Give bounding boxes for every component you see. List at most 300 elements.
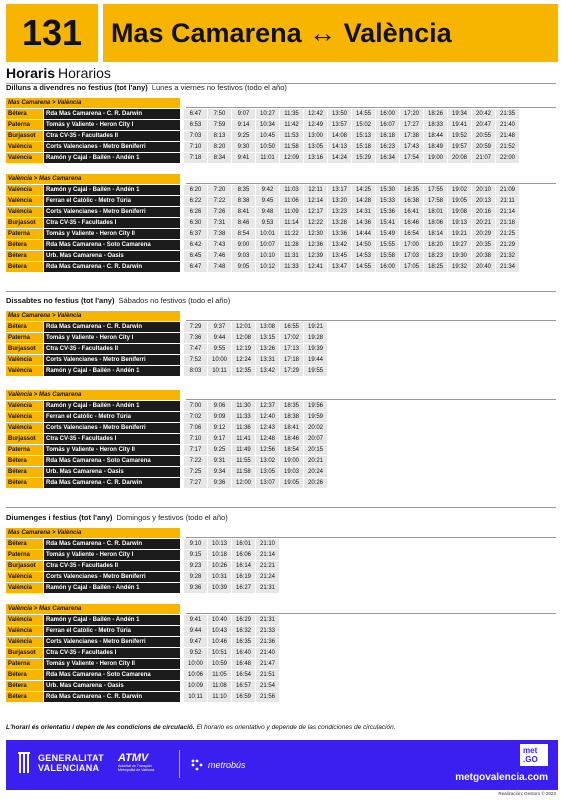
time-cell: 21:31 [256, 615, 279, 625]
table-row [6, 539, 280, 549]
time-cell: 16:57 [232, 681, 255, 691]
time-cell: 12:39 [304, 251, 327, 261]
time-cell: 6:20 [184, 185, 207, 195]
time-cell: 8:41 [232, 207, 255, 217]
times-group [184, 550, 280, 560]
time-cell: 13:16 [304, 153, 327, 163]
time-cell: 13:02 [256, 456, 279, 466]
time-cell: 16:34 [376, 153, 399, 163]
time-cell: 12:08 [232, 333, 255, 343]
time-cell: 17:20 [400, 109, 423, 119]
time-cell: 10:18 [208, 550, 231, 560]
time-cell: 7:38 [208, 229, 231, 239]
stop-cell: Ctra CV-35 - Facultades I [44, 218, 180, 228]
table-row [6, 251, 520, 261]
city-cell: València [6, 185, 43, 195]
time-cell: 7:43 [208, 240, 231, 250]
time-cell: 16:00 [376, 262, 399, 272]
time-cell: 9:36 [184, 583, 207, 593]
table-row [6, 185, 520, 195]
time-cell: 10:31 [208, 572, 231, 582]
time-cell: 7:10 [184, 142, 207, 152]
table-row [6, 445, 328, 455]
city-cell: València [6, 572, 43, 582]
time-cell: 16:07 [376, 120, 399, 130]
time-cell: 13:36 [328, 229, 351, 239]
time-cell: 18:46 [280, 434, 303, 444]
time-cell: 16:18 [376, 131, 399, 141]
city-cell: València [6, 153, 43, 163]
time-cell: 19:52 [448, 131, 471, 141]
time-cell: 11:49 [232, 445, 255, 455]
times-group [184, 229, 520, 239]
section-title-es: Domingos y festivos (todo el año) [116, 513, 228, 522]
city-cell: Bétera [6, 539, 43, 549]
stop-cell: Rda Mas Camarena - C. R. Darwin [44, 322, 180, 332]
time-cell: 13:42 [256, 366, 279, 376]
time-cell: 19:27 [448, 240, 471, 250]
time-cell: 18:06 [424, 218, 447, 228]
stop-cell: Rda Mas Camarena - C. R. Darwin [44, 109, 180, 119]
time-cell: 22:00 [496, 153, 519, 163]
time-cell: 13:08 [256, 322, 279, 332]
time-cell: 9:31 [208, 456, 231, 466]
time-cell: 9:15 [184, 550, 207, 560]
time-cell: 6:26 [184, 207, 207, 217]
stop-cell: Urb. Mas Camarena - Oasis [44, 681, 180, 691]
time-cell: 9:37 [208, 322, 231, 332]
stop-cell: Corts Valencianes - Metro Beniferri [44, 142, 180, 152]
time-cell: 20:55 [472, 131, 495, 141]
time-cell: 8:46 [232, 218, 255, 228]
time-cell: 9:07 [232, 109, 255, 119]
city-cell: València [6, 142, 43, 152]
metrobus-icon [190, 758, 204, 772]
times-group [184, 322, 328, 332]
times-group [184, 251, 520, 261]
time-cell: 18:14 [424, 229, 447, 239]
time-cell: 11:06 [280, 196, 303, 206]
time-cell: 10:13 [208, 539, 231, 549]
time-cell: 20:29 [472, 229, 495, 239]
time-cell: 15:49 [376, 229, 399, 239]
stop-cell: Ferran el Catòlic - Metro Túria [44, 412, 180, 422]
time-cell: 10:00 [208, 355, 231, 365]
stop-cell: Ramón y Cajal - Bailén - Andén 1 [44, 366, 180, 376]
stop-cell: Corts Valencianes - Metro Beniferri [44, 572, 180, 582]
time-cell: 11:09 [280, 207, 303, 217]
time-cell: 7:00 [184, 401, 207, 411]
time-cell: 11:55 [232, 456, 255, 466]
time-cell: 21:40 [496, 120, 519, 130]
time-cell: 19:44 [304, 355, 327, 365]
table-row [6, 670, 280, 680]
time-cell: 17:55 [424, 185, 447, 195]
city-cell: Paterna [6, 445, 43, 455]
time-cell: 16:14 [232, 561, 255, 571]
times-group [184, 445, 328, 455]
times-group [184, 539, 280, 549]
time-cell: 12:43 [256, 423, 279, 433]
atmv-subtitle: Autoritat de Transport Metropolità de València [118, 764, 155, 772]
city-cell: Paterna [6, 550, 43, 560]
times-group [184, 142, 520, 152]
time-cell: 16:23 [376, 142, 399, 152]
table-row [6, 366, 328, 376]
time-cell: 21:14 [496, 207, 519, 217]
time-cell: 21:25 [496, 229, 519, 239]
time-cell: 10:11 [208, 366, 231, 376]
city-cell: Burjassot [6, 131, 43, 141]
city-cell: Paterna [6, 333, 43, 343]
time-cell: 12:48 [256, 434, 279, 444]
time-cell: 19:05 [280, 478, 303, 488]
time-cell: 9:12 [208, 423, 231, 433]
time-cell: 11:31 [280, 251, 303, 261]
time-cell: 8:20 [208, 142, 231, 152]
time-cell: 13:00 [304, 131, 327, 141]
page-title [6, 65, 556, 84]
time-cell: 14:53 [352, 251, 375, 261]
time-cell: 11:58 [280, 142, 303, 152]
times-group [184, 196, 520, 206]
time-cell: 9:41 [232, 153, 255, 163]
time-cell: 13:31 [256, 355, 279, 365]
time-cell: 11:22 [280, 229, 303, 239]
time-cell: 19:30 [448, 251, 471, 261]
time-cell: 6:45 [184, 251, 207, 261]
times-group [184, 456, 328, 466]
table-row [6, 681, 280, 691]
stop-cell: Ramón y Cajal - Bailén - Andén 1 [44, 401, 180, 411]
time-cell: 11:28 [280, 240, 303, 250]
section-title [6, 296, 230, 305]
time-cell: 16:54 [232, 670, 255, 680]
time-cell: 7:06 [184, 423, 207, 433]
time-cell: 21:18 [496, 218, 519, 228]
time-cell: 9:34 [208, 467, 231, 477]
time-cell: 21:34 [496, 262, 519, 272]
metrobus-text: metrobús [208, 760, 246, 770]
time-cell: 10:50 [256, 142, 279, 152]
table-row [6, 401, 328, 411]
city-cell: Burjassot [6, 434, 43, 444]
stop-cell: Rda Mas Camarena - C. R. Darwin [44, 478, 180, 488]
time-cell: 21:33 [256, 626, 279, 636]
metgo-logo-line2: .GO [523, 755, 538, 764]
time-cell: 11:10 [208, 692, 231, 702]
time-cell: 21:10 [256, 539, 279, 549]
time-cell: 21:40 [256, 648, 279, 658]
city-cell: Bétera [6, 478, 43, 488]
time-cell: 12:35 [232, 366, 255, 376]
time-cell: 10:40 [208, 615, 231, 625]
time-cell: 20:47 [472, 120, 495, 130]
time-cell: 13:05 [304, 142, 327, 152]
time-cell: 21:14 [256, 550, 279, 560]
time-cell: 9:14 [232, 120, 255, 130]
time-cell: 14:55 [352, 109, 375, 119]
time-cell: 9:47 [184, 637, 207, 647]
time-cell: 21:47 [256, 659, 279, 669]
time-cell: 16:40 [232, 648, 255, 658]
table-row [6, 153, 520, 163]
city-cell: Bétera [6, 670, 43, 680]
time-cell: 7:18 [184, 153, 207, 163]
time-cell: 21:21 [256, 561, 279, 571]
time-cell: 14:28 [352, 196, 375, 206]
stop-cell: Rda Mas Camarena - Soto Camarena [44, 456, 180, 466]
time-cell: 12:41 [304, 262, 327, 272]
footer-note-va: L'horari és orientatiu i depèn de les condicions de circulació. [6, 724, 195, 731]
time-cell: 10:12 [256, 262, 279, 272]
direction-rule [186, 320, 556, 321]
time-cell: 7:20 [208, 185, 231, 195]
city-cell: Burjassot [6, 344, 43, 354]
time-cell: 9:52 [184, 648, 207, 658]
time-cell: 20:10 [472, 185, 495, 195]
times-group [184, 572, 280, 582]
times-group [184, 615, 280, 625]
time-cell: 14:50 [352, 240, 375, 250]
time-cell: 18:35 [280, 401, 303, 411]
time-cell: 19:34 [448, 109, 471, 119]
time-cell: 12:14 [304, 196, 327, 206]
table-row [6, 692, 280, 702]
time-cell: 16:38 [400, 196, 423, 206]
page-title-es: Horarios [58, 65, 111, 81]
times-group [184, 262, 520, 272]
time-cell: 21:09 [496, 185, 519, 195]
direction-label: València > Mas Camarena [6, 390, 180, 400]
time-cell: 17:00 [400, 240, 423, 250]
times-group [184, 120, 520, 130]
time-cell: 12:42 [304, 109, 327, 119]
city-cell: València [6, 637, 43, 647]
stop-cell: Urb. Mas Camarena - Oasis [44, 467, 180, 477]
time-cell: 8:03 [184, 366, 207, 376]
time-cell: 11:33 [232, 412, 255, 422]
time-cell: 7:31 [208, 218, 231, 228]
time-cell: 9:03 [232, 251, 255, 261]
time-cell: 12:30 [304, 229, 327, 239]
time-cell: 9:45 [256, 196, 279, 206]
time-cell: 19:00 [424, 153, 447, 163]
stop-cell: Corts Valencianes - Metro Beniferri [44, 423, 180, 433]
time-cell: 21:29 [496, 240, 519, 250]
direction-block [6, 98, 520, 163]
time-cell: 13:28 [328, 218, 351, 228]
section-divider [6, 291, 556, 292]
time-cell: 14:31 [352, 207, 375, 217]
header [6, 4, 558, 62]
time-cell: 7:03 [184, 131, 207, 141]
city-cell: Bétera [6, 262, 43, 272]
time-cell: 14:25 [352, 185, 375, 195]
times-group [184, 692, 280, 702]
time-cell: 19:02 [448, 185, 471, 195]
stop-cell: Ferran el Catòlic - Metro Túria [44, 196, 180, 206]
time-cell: 10:07 [256, 240, 279, 250]
time-cell: 7:36 [184, 333, 207, 343]
time-cell: 20:08 [448, 153, 471, 163]
time-cell: 9:05 [232, 262, 255, 272]
time-cell: 21:07 [472, 153, 495, 163]
time-cell: 9:42 [256, 185, 279, 195]
time-cell: 15:36 [376, 207, 399, 217]
time-cell: 9:30 [232, 142, 255, 152]
time-cell: 10:09 [184, 681, 207, 691]
time-cell: 15:41 [376, 218, 399, 228]
city-cell: Paterna [6, 229, 43, 239]
section-title-va: Diumenges i festius (tot l'any) [6, 513, 113, 522]
time-cell: 12:09 [280, 153, 303, 163]
time-cell: 6:47 [184, 109, 207, 119]
table-row [6, 583, 280, 593]
time-cell: 21:11 [496, 196, 519, 206]
city-cell: València [6, 412, 43, 422]
times-group [184, 185, 520, 195]
time-cell: 17:43 [400, 142, 423, 152]
time-cell: 13:47 [328, 262, 351, 272]
direction-block [6, 174, 520, 272]
time-cell: 18:20 [424, 240, 447, 250]
time-cell: 18:49 [424, 142, 447, 152]
time-cell: 8:13 [208, 131, 231, 141]
section-divider [6, 507, 556, 508]
time-cell: 18:38 [280, 412, 303, 422]
city-cell: Bétera [6, 692, 43, 702]
time-cell: 12:49 [304, 120, 327, 130]
direction-label: València > Mas Camarena [6, 174, 180, 184]
time-cell: 9:09 [208, 412, 231, 422]
time-cell: 21:36 [256, 637, 279, 647]
times-group [184, 648, 280, 658]
section-title [6, 83, 287, 92]
time-cell: 12:22 [304, 218, 327, 228]
time-cell: 14:36 [352, 218, 375, 228]
times-group [184, 218, 520, 228]
section-title-va: Dilluns a divendres no festius (tot l'any) [6, 83, 148, 92]
city-cell: Burjassot [6, 561, 43, 571]
time-cell: 9:10 [184, 539, 207, 549]
time-cell: 20:21 [472, 218, 495, 228]
stop-cell: Corts Valencianes - Metro Beniferri [44, 207, 180, 217]
time-cell: 21:48 [496, 131, 519, 141]
time-cell: 18:23 [424, 251, 447, 261]
time-cell: 13:15 [256, 333, 279, 343]
time-cell: 14:44 [352, 229, 375, 239]
time-cell: 11:58 [232, 467, 255, 477]
direction-rule [186, 183, 556, 184]
city-cell: València [6, 423, 43, 433]
city-cell: Paterna [6, 120, 43, 130]
times-group [184, 561, 280, 571]
times-group [184, 478, 328, 488]
time-cell: 9:41 [184, 615, 207, 625]
stop-cell: Tomás y Valiente - Heron City II [44, 445, 180, 455]
time-cell: 21:32 [496, 251, 519, 261]
time-cell: 12:37 [256, 401, 279, 411]
time-cell: 10:43 [208, 626, 231, 636]
time-cell: 13:50 [328, 109, 351, 119]
table-row [6, 467, 328, 477]
time-cell: 10:11 [184, 692, 207, 702]
table-row [6, 240, 520, 250]
time-cell: 20:38 [472, 251, 495, 261]
stop-cell: Ramón y Cajal - Bailén - Andén 1 [44, 583, 180, 593]
time-cell: 11:08 [208, 681, 231, 691]
time-cell: 15:30 [376, 185, 399, 195]
city-cell: Bétera [6, 251, 43, 261]
city-cell: Bétera [6, 109, 43, 119]
time-cell: 15:33 [376, 196, 399, 206]
time-cell: 16:01 [232, 539, 255, 549]
table-row [6, 131, 520, 141]
stop-cell: Ferran el Catòlic - Metro Túria [44, 626, 180, 636]
stop-cell: Rda Mas Camarena - Soto Camarena [44, 670, 180, 680]
time-cell: 16:41 [400, 207, 423, 217]
time-cell: 6:42 [184, 240, 207, 250]
table-row [6, 229, 520, 239]
time-cell: 11:42 [280, 120, 303, 130]
direction-label: Mas Camarena > València [6, 528, 180, 538]
direction-block [6, 604, 280, 702]
time-cell: 9:25 [208, 445, 231, 455]
time-cell: 7:02 [184, 412, 207, 422]
city-cell: València [6, 196, 43, 206]
time-cell: 9:00 [232, 240, 255, 250]
stop-cell: Tomás y Valiente - Heron City I [44, 120, 180, 130]
direction-rule [186, 107, 556, 108]
times-group [184, 434, 328, 444]
table-row [6, 344, 328, 354]
footer-divider [179, 750, 180, 778]
direction-rule [186, 399, 556, 400]
time-cell: 19:56 [304, 401, 327, 411]
time-cell: 11:33 [280, 262, 303, 272]
direction-block [6, 390, 328, 488]
time-cell: 13:07 [256, 478, 279, 488]
time-cell: 13:23 [328, 207, 351, 217]
table-row [6, 659, 280, 669]
time-cell: 19:39 [304, 344, 327, 354]
time-cell: 13:57 [328, 120, 351, 130]
time-cell: 10:27 [256, 109, 279, 119]
time-cell: 7:46 [208, 251, 231, 261]
times-group [184, 681, 280, 691]
stop-cell: Ctra CV-35 - Facultades I [44, 648, 180, 658]
city-cell: Burjassot [6, 218, 43, 228]
section-title-va: Dissabtes no festius (tot l'any) [6, 296, 115, 305]
time-cell: 13:17 [328, 185, 351, 195]
direction-label: Mas Camarena > València [6, 311, 180, 321]
time-cell: 12:17 [304, 207, 327, 217]
stop-cell: Ctra CV-35 - Facultades II [44, 344, 180, 354]
time-cell: 11:36 [232, 423, 255, 433]
time-cell: 10:06 [184, 670, 207, 680]
gv-line2: VALENCIANA [38, 763, 100, 773]
metgo-url-link[interactable]: metgovalencia.com [455, 772, 548, 783]
time-cell: 19:05 [448, 196, 471, 206]
time-cell: 9:44 [208, 333, 231, 343]
footer-note-es: El horario es orientativo y depende de las condiciones de circulación. [196, 724, 396, 731]
time-cell: 13:45 [328, 251, 351, 261]
section-title [6, 513, 228, 522]
time-cell: 17:13 [280, 344, 303, 354]
time-cell: 16:27 [232, 583, 255, 593]
table-row [6, 322, 328, 332]
